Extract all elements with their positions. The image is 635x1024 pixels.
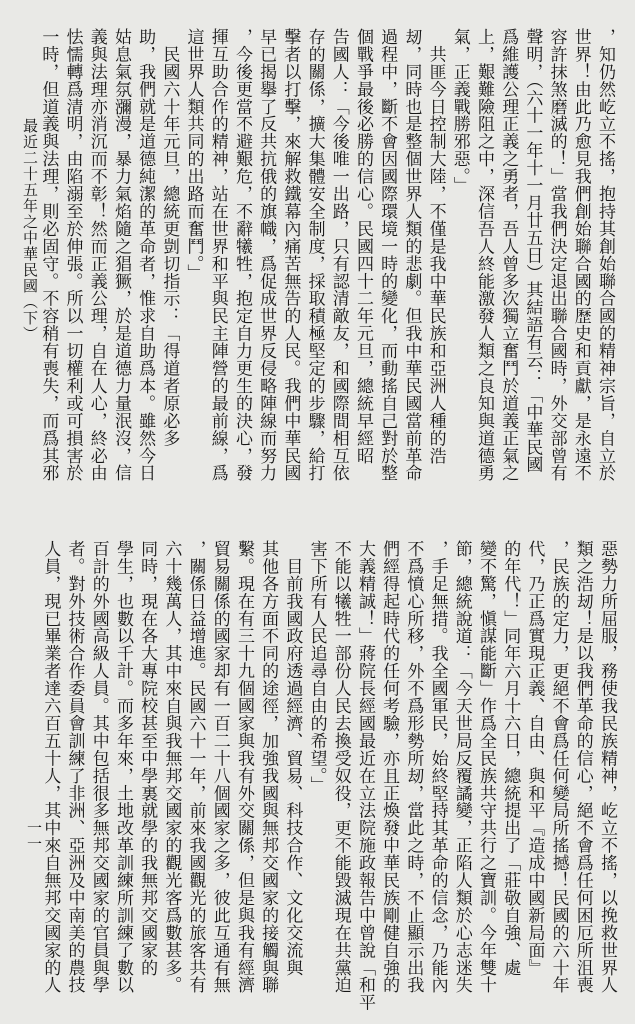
text-line: 氣，正義戰勝邪惡。」 <box>449 28 470 194</box>
text-line: 代，乃正爲實現正義、自由、與和平『造成中國新局面』 <box>524 540 545 977</box>
text-line: 百計的外國高級人員。其中包括很多無邦交國家的官員與學 <box>88 540 109 994</box>
page-number: 一一 <box>25 820 43 852</box>
text-line: ，知仍然屹立不搖，抱持其創始聯合國的精神宗旨，自立於 <box>595 28 615 482</box>
text-line: 惡勢力所屈服，務使我民族精神，屹立不搖，以挽救世界人 <box>597 540 617 994</box>
text-line: 上，艱難險阻之中，深信吾人終能激發人類之良知與道德勇 <box>473 28 494 482</box>
text-line: 同時，現在各大專院校甚至中學裏就學的我無邦交國家的 <box>137 540 158 977</box>
text-line: 世界！由此乃愈見我們創始聯合國的歷史和貢獻，是永遠不 <box>570 28 591 482</box>
text-line: 六十幾萬人，其中來自與我無邦交國家的觀光客爲數甚多。 <box>161 540 182 994</box>
text-line: 擊者以打擊，來解救鐵幕內痛苦無告的人民。我們中華民國 <box>280 28 301 482</box>
text-line: 過程中，斷不會因國際環境一時的變化，而動搖自己對於整 <box>377 28 398 482</box>
text-line: ，手足無措。我全國軍民，始終堅持其革命的信念，乃能內 <box>427 540 448 994</box>
text-line: 早已揭擧了反共抗俄的旗幟，爲促成世界反侵略陣線而努力 <box>256 28 277 482</box>
text-line: 助，我們就是道德純潔的革命者，惟求自助爲本。雖然今日 <box>135 28 156 482</box>
text-line: 爲維護公理正義之勇者，吾人曾多次獨立奮鬥於道義正氣之 <box>498 28 519 482</box>
upper-text-block <box>38 28 617 482</box>
text-line: 聲明，（六十一年十一月廿五日）其結語有云：「中華民國 <box>522 28 543 474</box>
text-line: 變不驚，愼謀能斷」作爲全民族共守共行之寶訓。今年雙十 <box>475 540 496 994</box>
text-line: 學生，也數以千計。而多年來，土地改革訓練所訓練了數以 <box>112 540 133 994</box>
text-line: ，關係日益增進。民國六十一年，前來我國觀光的旅客共有 <box>185 540 206 994</box>
text-line: 貿易關係的國家却有一百二十八個國家之多，彼此互通有無 <box>209 540 230 994</box>
text-line: ，民族的定力，更絕不會爲任何變局所搖撼！民國的六十年 <box>548 540 569 994</box>
text-line: ，今後更當不避艱危，不辭犧牲，抱定自力更生的決心，發 <box>231 28 252 482</box>
text-line: 繫。現在有三十九個國家與我有外交關係，但是與我有經濟 <box>233 540 254 994</box>
text-line: 姑息氣氛瀰漫，暴力氣焰隨之猖獗，於是道德力量泯沒，信 <box>110 28 131 482</box>
text-line: 不能以犧牲一部份人民去換受奴役，更不能毀滅現在共黨迫 <box>330 540 351 994</box>
text-line: 人員，現已畢業者達六百五十人，其中來自無邦交國家的人 <box>40 540 61 994</box>
text-line: 共匪今日控制大陸，不僅是我中華民族和亞洲人種的浩 <box>425 28 446 465</box>
text-line: 揮互助合作的精神，站在世界和平與民主陣營的最前線，爲 <box>207 28 228 482</box>
text-line: 義與法理亦消沉而不彰！然而正義公理，自在人心，終必由 <box>86 28 107 482</box>
lower-text-block <box>40 540 619 1012</box>
text-line: 這世界人類共同的出路而奮鬥。」 <box>183 28 204 282</box>
running-title: 最近二十五年之中華民國（下） <box>21 118 39 342</box>
text-line: 節，總統說道：「今天世局反覆譎變，正陷人類於心志迷失 <box>451 540 472 994</box>
text-line: 個戰爭最後必勝的信心。民國四十二年元旦，總統早經昭 <box>352 28 373 465</box>
text-line: 害下所有人民追尋自由的希望。」 <box>306 540 327 794</box>
text-line: 大義精誠！」蔣院長經國最近在立法院施政報告中曾說「和平 <box>354 540 375 1012</box>
text-line: 者。對外技術合作委員會訓練了非洲、亞洲及中南美的農技 <box>64 540 85 994</box>
text-line: 怯懦轉爲清明，由陷溺至於伸張。所以一切權利或可損害於 <box>62 28 83 482</box>
text-line: 告國人：「今後唯一出路，只有認清敵友，和國際間相互依 <box>328 28 349 482</box>
text-line: 的年代！」同年六月十六日，總統提出了「莊敬自強、處 <box>500 540 521 977</box>
text-line: 其他各方面不同的途徑，加強我國與無邦交國家的接觸與聯 <box>258 540 279 994</box>
text-line: 不爲憤心所移，外不爲形勢所刼，當此之時，不止顯示出我 <box>403 540 424 994</box>
text-line: 容許抹煞磨滅的！」當我們決定退出聯合國時，外交部曾有 <box>546 28 567 482</box>
text-line: 刼，同時也是整個世界人類的悲劇。但我中華民國當前革命 <box>401 28 422 482</box>
text-line: 目前我國政府透過經濟、貿易、科技合作、文化交流與 <box>282 540 303 977</box>
text-line: 一時，但道義與法理，則必固守。不容稍有喪失，而爲其邪 <box>38 28 59 482</box>
text-line: 存的關係，擴大集體安全制度，採取積極堅定的步驟，給打 <box>304 28 325 482</box>
text-line: 民國六十年元旦，總統更剴切指示：「得道者原必多 <box>159 28 180 447</box>
text-line: 類之浩刼！是以我們革命的信心，絕不會爲任何困厄所沮喪 <box>572 540 593 994</box>
text-line: 們經得起時代的任何考驗，亦且正煥發中華民族剛健自強的 <box>379 540 400 994</box>
